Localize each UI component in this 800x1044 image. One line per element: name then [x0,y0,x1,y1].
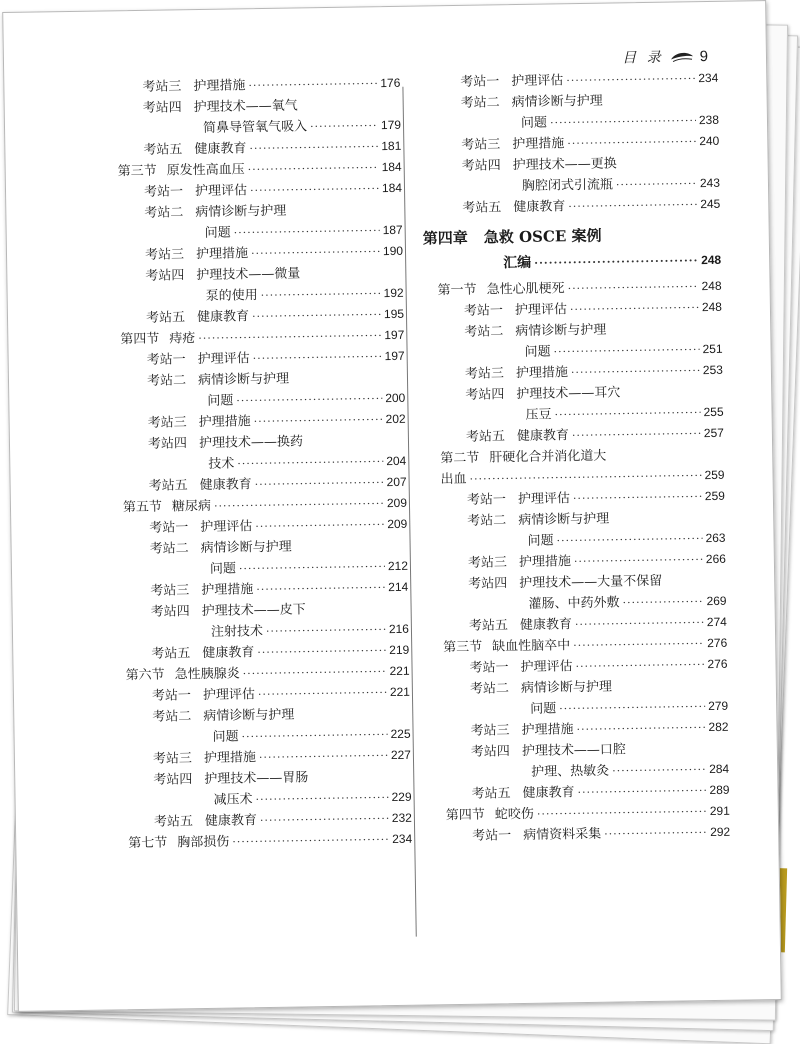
toc-entry-title: 压豆 [525,407,552,423]
toc-entry-page: 259 [704,467,725,483]
toc-entry-label: 第四章 [422,228,468,248]
toc-entry-label: 第一节 [437,282,477,299]
toc-entry-station [126,703,411,749]
toc-entry-label: 考站五 [462,200,502,216]
dot-leader [255,514,384,537]
dot-leader [537,801,707,825]
toc-entry-title: 急救 OSCE 案例 [483,226,602,247]
toc-entry-title: 病情诊断与护理 [520,679,613,696]
toc-entry-line [128,829,412,854]
toc-entry-page: 204 [386,453,407,469]
toc-entry-page: 234 [392,831,413,847]
toc-entry-title: 护理评估 [200,519,253,536]
toc-entry-title: 病情诊断与护理 [200,539,292,557]
toc-entry-title: 健康教育 [204,813,258,829]
toc-entry-page: 225 [390,726,411,742]
toc-entry-label: 考站一 [469,660,509,676]
toc-entry-title: 泵的使用 [205,288,258,304]
dot-leader [568,194,697,217]
toc-entry-page: 266 [705,551,726,567]
toc-entry-label: 考站三 [150,583,190,599]
toc-entry-page: 187 [382,222,403,238]
dot-leader [255,472,384,495]
toc-entry-label: 第五节 [122,499,163,516]
toc-entry-title: 护理技术——耳穴 [516,385,621,403]
toc-entry-title: 问题 [207,393,234,409]
toc-entry-label: 考站五 [153,814,194,830]
toc-entry-page: 176 [380,75,401,91]
toc-entry-label: 考站四 [150,604,190,620]
dot-leader [604,822,707,845]
toc-entry-page: 253 [702,362,724,378]
toc-entry-title: 护理措施 [198,414,251,431]
toc-entry-title: 病情资料采集 [523,826,602,843]
toc-entry-title: 护理措施 [512,136,565,153]
toc-entry-title: 原发性高血压 [166,162,245,179]
toc-entry-label: 考站五 [151,646,191,662]
dot-leader [198,325,381,349]
toc-entry-station [123,535,408,581]
toc-entry-title: 急性心肌梗死 [486,281,565,298]
toc-entry-station [117,94,402,140]
toc-entry-page: 214 [388,579,409,595]
toc-entry-label: 第二节 [440,450,480,467]
toc-entry-label: 考站三 [144,247,185,263]
toc-entry-page: 232 [391,810,413,826]
toc-entry-label: 考站一 [466,492,507,508]
toc-entry-label: 考站五 [465,429,506,445]
toc-entry-page: 197 [384,327,405,343]
dot-leader [554,402,700,425]
toc-entry-title: 护理评估 [511,73,564,90]
dot-leader [234,220,380,243]
toc-entry-label: 第四节 [445,807,485,824]
toc-entry-label: 考站四 [465,387,505,403]
toc-entry-line [462,194,720,219]
toc-entry-label: 考站一 [146,352,186,368]
toc-entry-page: 212 [387,558,409,574]
dot-leader [559,696,705,719]
toc-entry-page: 192 [383,285,404,301]
toc-entry-title: 健康教育 [516,428,570,445]
toc-entry-page: 243 [699,175,721,191]
toc-entry-label: 第七节 [128,835,168,852]
toc-entry-title: 问题 [530,701,557,717]
toc-entry-page: 234 [698,70,719,86]
toc-entry-station [438,318,723,364]
dot-leader [622,591,703,613]
dot-leader [550,110,696,133]
dot-leader [237,451,383,474]
toc-entry-label: 考站三 [467,555,508,571]
running-header [622,46,708,67]
toc-entry-page: 257 [703,425,725,441]
toc-column-left [116,73,412,854]
toc-entry-label: 考站四 [461,158,501,174]
toc-entry-page: 240 [699,133,720,149]
dot-leader [258,682,387,705]
toc-entry-label: 考站三 [470,723,510,739]
toc-entry-station [439,381,724,427]
toc-entry-label: 考站二 [149,541,189,557]
toc-entry-title: 护理技术——皮下 [201,602,306,620]
toc-entry-station [444,675,729,721]
dot-leader [534,248,698,277]
toc-entry-title: 健康教育 [199,477,252,494]
toc-entry-title: 护理措施 [195,246,249,263]
toc-entry-title: 护理技术——胃肠 [204,770,309,787]
toc-entry-station [124,598,409,644]
toc-entry-label: 考站三 [152,751,193,767]
toc-entry-title: 护理评估 [520,659,573,675]
toc-entry-page: 209 [387,516,408,532]
dot-leader [255,787,388,810]
dot-leader [253,346,382,369]
toc-entry-page: 274 [706,614,727,630]
ornament-icon [670,50,694,63]
toc-entry-title: 减压术 [213,792,253,808]
toc-entry-label: 考站三 [142,79,182,95]
dot-leader [571,360,700,383]
toc-entry-title: 肝硬化合并消化道大 [489,448,607,466]
dot-leader [248,73,377,96]
toc-entry-title: 护理评估 [197,351,250,368]
toc-entry-page: 184 [381,180,403,196]
dot-leader [242,661,386,684]
toc-entry-station [122,430,407,476]
toc-entry-title: 健康教育 [196,309,250,326]
toc-entry-label: 第四节 [120,331,160,348]
dot-leader [553,339,699,362]
toc-entry-title: 护理措施 [518,554,572,571]
toc-entry-station [446,822,730,847]
toc-entry-label: 考站二 [467,513,507,529]
dot-leader [254,409,383,432]
toc-entry-page: 184 [381,159,402,175]
toc-entry-label: 考站一 [472,828,512,844]
toc-entry-page: 282 [708,719,729,735]
dot-leader [310,115,378,137]
dot-leader [249,136,378,159]
toc-column-right [422,68,731,847]
toc-entry-station [435,89,720,135]
toc-entry-title: 护理措施 [201,582,254,599]
dot-leader [250,178,379,201]
toc-entry-title: 护理技术——微量 [196,266,301,284]
toc-entry-station [118,199,403,245]
toc-entry-page: 291 [709,803,730,819]
toc-entry-title: 出血 [440,471,467,488]
toc-entry-title: 急性胰腺炎 [174,666,240,683]
toc-entry-label: 考站二 [144,205,184,221]
toc-entry-title: 汇编 [503,254,532,272]
dot-leader [575,612,704,635]
page-number: 9 [699,47,709,65]
toc-entry-title: 护理技术——换药 [198,434,304,452]
dot-leader [567,276,698,299]
toc-entry-page: 202 [385,411,406,427]
toc-entry-title: 糖尿病 [171,498,212,515]
toc-entry-label: 考站一 [151,688,192,704]
toc-entry-page: 263 [705,530,726,546]
toc-page [2,0,782,1012]
toc-entry-title: 护理技术——氧气 [193,98,298,116]
toc-entry-label: 考站四 [470,744,511,760]
toc-entry-label: 考站四 [153,772,193,788]
toc-entry-label: 考站二 [460,95,500,111]
toc-entry-title: 痔疮 [169,331,196,347]
toc-entry-label: 考站一 [460,74,500,90]
dot-leader [577,780,706,803]
toc-entry-page: 276 [707,635,728,651]
toc-entry-title: 健康教育 [202,645,255,661]
toc-entry-title: 问题 [204,225,231,241]
toc-entry-label: 考站三 [464,366,505,382]
toc-entry-title: 健康教育 [522,785,575,801]
toc-entry-chapter [423,221,722,279]
dot-leader [573,633,704,656]
toc-entry-line [423,247,721,279]
toc-entry-label: 考站三 [461,137,501,153]
toc-entry-title: 护理技术——口腔 [521,742,627,759]
dot-leader [266,619,386,642]
toc-entry-page: 190 [382,243,404,259]
toc-entry-title: 护理技术——更换 [512,156,617,174]
toc-entry-label: 考站五 [471,786,511,802]
toc-entry-title: 问题 [524,344,551,360]
toc-entry-page: 245 [700,196,721,212]
toc-entry-page: 284 [709,761,730,777]
toc-entry-label: 考站四 [145,268,185,284]
toc-entry-label: 考站四 [142,100,182,116]
toc-entry-section [128,829,412,854]
dot-leader [260,808,389,831]
dot-leader [572,423,701,446]
dot-leader [259,745,388,768]
toc-entry-title: 问题 [527,533,554,549]
toc-entry-label: 考站二 [152,709,192,725]
toc-entry-title: 问题 [520,115,548,131]
toc-entry-title: 健康教育 [519,617,573,634]
toc-entry-page: 259 [704,488,725,504]
toc-entry-page: 279 [708,698,729,714]
toc-entry-page: 238 [698,112,720,128]
toc-entry-title: 蛇咬伤 [494,806,535,823]
toc-entry-page: 269 [706,593,727,609]
dot-leader [256,577,385,600]
toc-entry-line [472,822,730,847]
toc-entry-page: 221 [389,663,410,679]
toc-entry-page: 221 [389,684,411,700]
toc-entry-label: 考站一 [463,303,504,319]
toc-entry-page: 195 [383,306,405,322]
toc-entry-page: 292 [710,824,731,840]
toc-entry-title: 病情诊断与护理 [511,93,603,111]
dot-leader [576,717,705,740]
dot-leader [248,157,379,180]
toc-entry-title: 护理措施 [193,78,246,95]
dot-leader [257,640,386,663]
toc-entry-page: 248 [701,278,722,294]
toc-entry-label: 第三节 [443,639,483,656]
toc-entry-title: 胸部损伤 [177,834,230,851]
header-title: 目 录 [622,49,664,67]
toc-entry-title: 问题 [209,561,237,577]
toc-entry-station [119,262,404,308]
toc-entry-page: 181 [381,138,402,154]
dot-leader [556,528,702,551]
dot-leader [252,304,381,327]
toc-entry-page: 248 [701,299,723,315]
toc-entry-station [441,507,726,553]
toc-entry-label: 考站四 [468,576,508,592]
toc-entry-page: 197 [384,348,405,364]
toc-entry-label: 考站二 [146,373,187,389]
toc-entry-label: 第六节 [125,667,165,684]
toc-entry-title: 护理、热敏灸 [531,763,610,780]
toc-entry-title: 胸腔闭式引流瓶 [521,177,614,194]
dot-leader [575,654,704,677]
toc-entry-title: 护理技术——大量不保留 [519,573,663,592]
toc-entry-label: 考站五 [148,478,188,494]
toc-entry-label: 第三节 [117,163,157,180]
toc-entry-title: 简鼻导管氧气吸入 [202,119,308,136]
dot-leader [236,388,382,411]
toc-entry-page: 251 [702,341,723,357]
toc-entry-title: 护理措施 [521,722,574,738]
toc-entry-title: 护理评估 [517,491,571,508]
dot-leader [566,68,695,91]
toc-entry-title: 护理措施 [203,750,257,766]
toc-entry-title: 灌肠、中药外敷 [528,595,620,612]
dot-leader [214,493,384,517]
dot-leader [567,131,696,154]
toc-entry-station [442,570,727,616]
toc-entry-title: 护理措施 [515,365,569,382]
toc-entry-station [436,194,720,219]
toc-entry-page: 276 [707,656,728,672]
toc-entry-page: 255 [703,404,724,420]
toc-entry-page: 216 [388,621,410,637]
toc-entry-label: 考站一 [149,520,189,536]
toc-entry-station [127,766,412,812]
toc-entry-page: 200 [385,390,406,406]
toc-entry-page: 179 [380,117,402,133]
toc-entry-title: 技术 [208,456,235,472]
toc-entry-section [440,444,725,490]
toc-entry-label: 考站二 [464,324,504,340]
toc-entry-title: 病情诊断与护理 [515,322,607,340]
dot-leader [239,556,385,579]
dot-leader [573,486,702,509]
toc-entry-label: 考站四 [147,436,188,452]
toc-entry-label: 考站五 [468,618,509,634]
toc-entry-page: 289 [709,782,730,798]
toc-entry-title: 注射技术 [210,624,264,640]
dot-leader [616,173,697,195]
dot-leader [574,549,703,572]
toc-entry-title: 护理评估 [202,687,256,703]
toc-entry-title: 健康教育 [194,141,247,158]
toc-entry-label: 考站一 [143,184,184,200]
toc-entry-title: 健康教育 [513,199,566,216]
dot-leader [261,283,381,306]
toc-entry-page: 229 [391,789,412,805]
dot-leader [570,297,699,320]
toc-entry-label: 考站五 [143,142,183,158]
toc-entry-label: 考站二 [469,681,510,697]
toc-entry-title: 护理评估 [194,183,248,200]
toc-entry-title: 缺血性脑卒中 [492,638,571,655]
dot-leader [251,241,380,264]
toc-entry-station [121,367,406,413]
toc-entry-title: 病情诊断与护理 [518,511,610,529]
dot-leader [232,829,389,852]
toc-entry-title: 病情诊断与护理 [197,371,290,389]
toc-entry-label: 考站五 [145,310,186,326]
toc-entry-page: 207 [386,474,407,490]
toc-entry-label: 考站三 [147,415,187,431]
dot-leader [241,724,387,747]
dot-leader [612,759,706,781]
toc-entry-page: 227 [390,747,412,763]
toc-entry-title: 病情诊断与护理 [195,203,287,221]
toc-entry-title: 护理评估 [514,302,568,319]
toc-entry-page: 219 [389,642,410,658]
toc-entry-station [436,152,721,198]
toc-entry-page: 248 [701,252,722,268]
toc-entry-title: 问题 [212,729,239,745]
toc-entry-page: 209 [386,495,408,511]
toc-entry-title: 病情诊断与护理 [203,707,295,724]
toc-entry-station [445,738,730,784]
